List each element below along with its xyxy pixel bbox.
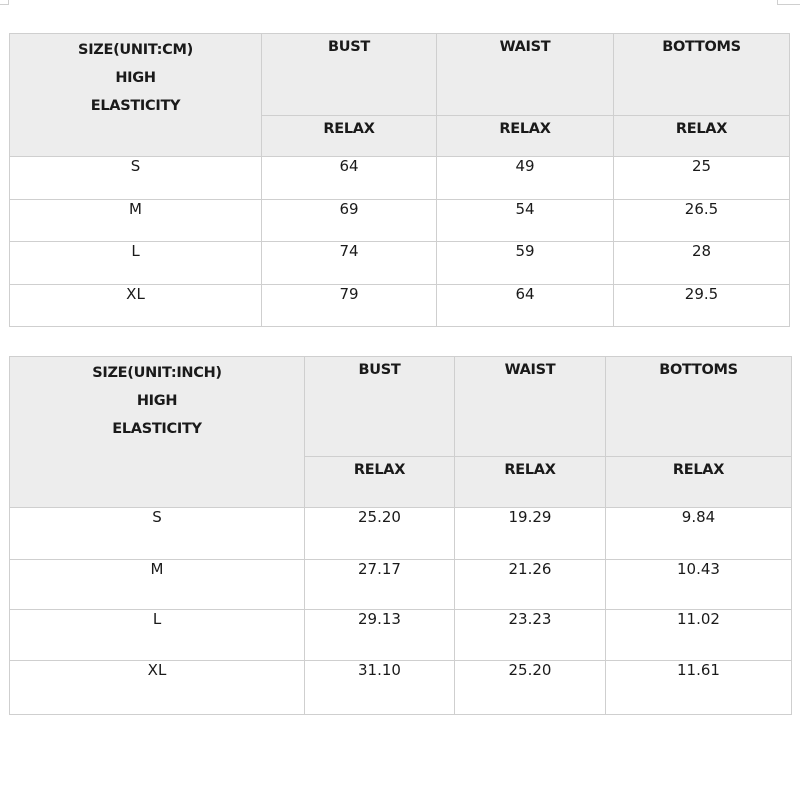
- value-cell: 74: [262, 242, 437, 285]
- sub-header-relax: RELAX: [305, 457, 455, 508]
- value-cell: 64: [437, 285, 614, 327]
- size-header-cell: [10, 357, 305, 508]
- size-chart-inch: [9, 356, 792, 715]
- value-cell: 54: [437, 200, 614, 242]
- sub-header-relax: RELAX: [606, 457, 792, 508]
- size-header-elasticity: ELASTICITY: [112, 421, 202, 437]
- value-cell: 29.5: [614, 285, 790, 327]
- value-cell: 31.10: [305, 661, 455, 715]
- table-row: [10, 508, 792, 560]
- column-header-bottoms: BOTTOMS: [606, 357, 792, 457]
- table-row: [10, 157, 790, 200]
- value-cell: 9.84: [606, 508, 792, 560]
- size-chart-cm: [9, 33, 790, 327]
- table-row: [10, 560, 792, 610]
- table-row: [10, 200, 790, 242]
- column-header-bust: BUST: [262, 34, 437, 116]
- sub-header-relax: RELAX: [614, 116, 790, 157]
- value-cell: 25.20: [305, 508, 455, 560]
- size-header-elastic: HIGH: [136, 393, 178, 409]
- value-cell: 11.61: [606, 661, 792, 715]
- value-cell: 23.23: [455, 610, 606, 661]
- size-cell: S: [10, 157, 262, 200]
- size-cell: XL: [10, 661, 305, 715]
- value-cell: 25: [614, 157, 790, 200]
- value-cell: 25.20: [455, 661, 606, 715]
- value-cell: 69: [262, 200, 437, 242]
- corner-mark-left: [0, 0, 9, 5]
- value-cell: 21.26: [455, 560, 606, 610]
- size-cell: M: [10, 200, 262, 242]
- table-row: [10, 610, 792, 661]
- size-cell: L: [10, 610, 305, 661]
- table-row: [10, 242, 790, 285]
- value-cell: 79: [262, 285, 437, 327]
- size-header-unit: SIZE(UNIT:INCH): [92, 365, 222, 381]
- value-cell: 19.29: [455, 508, 606, 560]
- size-header-elastic: HIGH: [115, 70, 156, 86]
- value-cell: 59: [437, 242, 614, 285]
- value-cell: 11.02: [606, 610, 792, 661]
- size-cell: XL: [10, 285, 262, 327]
- value-cell: 27.17: [305, 560, 455, 610]
- value-cell: 10.43: [606, 560, 792, 610]
- size-header-elasticity: ELASTICITY: [90, 98, 181, 114]
- table-row: [10, 661, 792, 715]
- column-header-bottoms: BOTTOMS: [614, 34, 790, 116]
- value-cell: 64: [262, 157, 437, 200]
- sub-header-relax: RELAX: [262, 116, 437, 157]
- size-cell: M: [10, 560, 305, 610]
- value-cell: 49: [437, 157, 614, 200]
- size-cell: S: [10, 508, 305, 560]
- size-header-unit: SIZE(UNIT:CM): [78, 42, 193, 58]
- value-cell: 28: [614, 242, 790, 285]
- column-header-bust: BUST: [305, 357, 455, 457]
- table-row: [10, 285, 790, 327]
- value-cell: 26.5: [614, 200, 790, 242]
- size-cell: L: [10, 242, 262, 285]
- size-header-cell: [10, 34, 262, 157]
- column-header-waist: WAIST: [437, 34, 614, 116]
- sub-header-relax: RELAX: [455, 457, 606, 508]
- sub-header-relax: RELAX: [437, 116, 614, 157]
- column-header-waist: WAIST: [455, 357, 606, 457]
- corner-mark-right: [777, 0, 800, 5]
- value-cell: 29.13: [305, 610, 455, 661]
